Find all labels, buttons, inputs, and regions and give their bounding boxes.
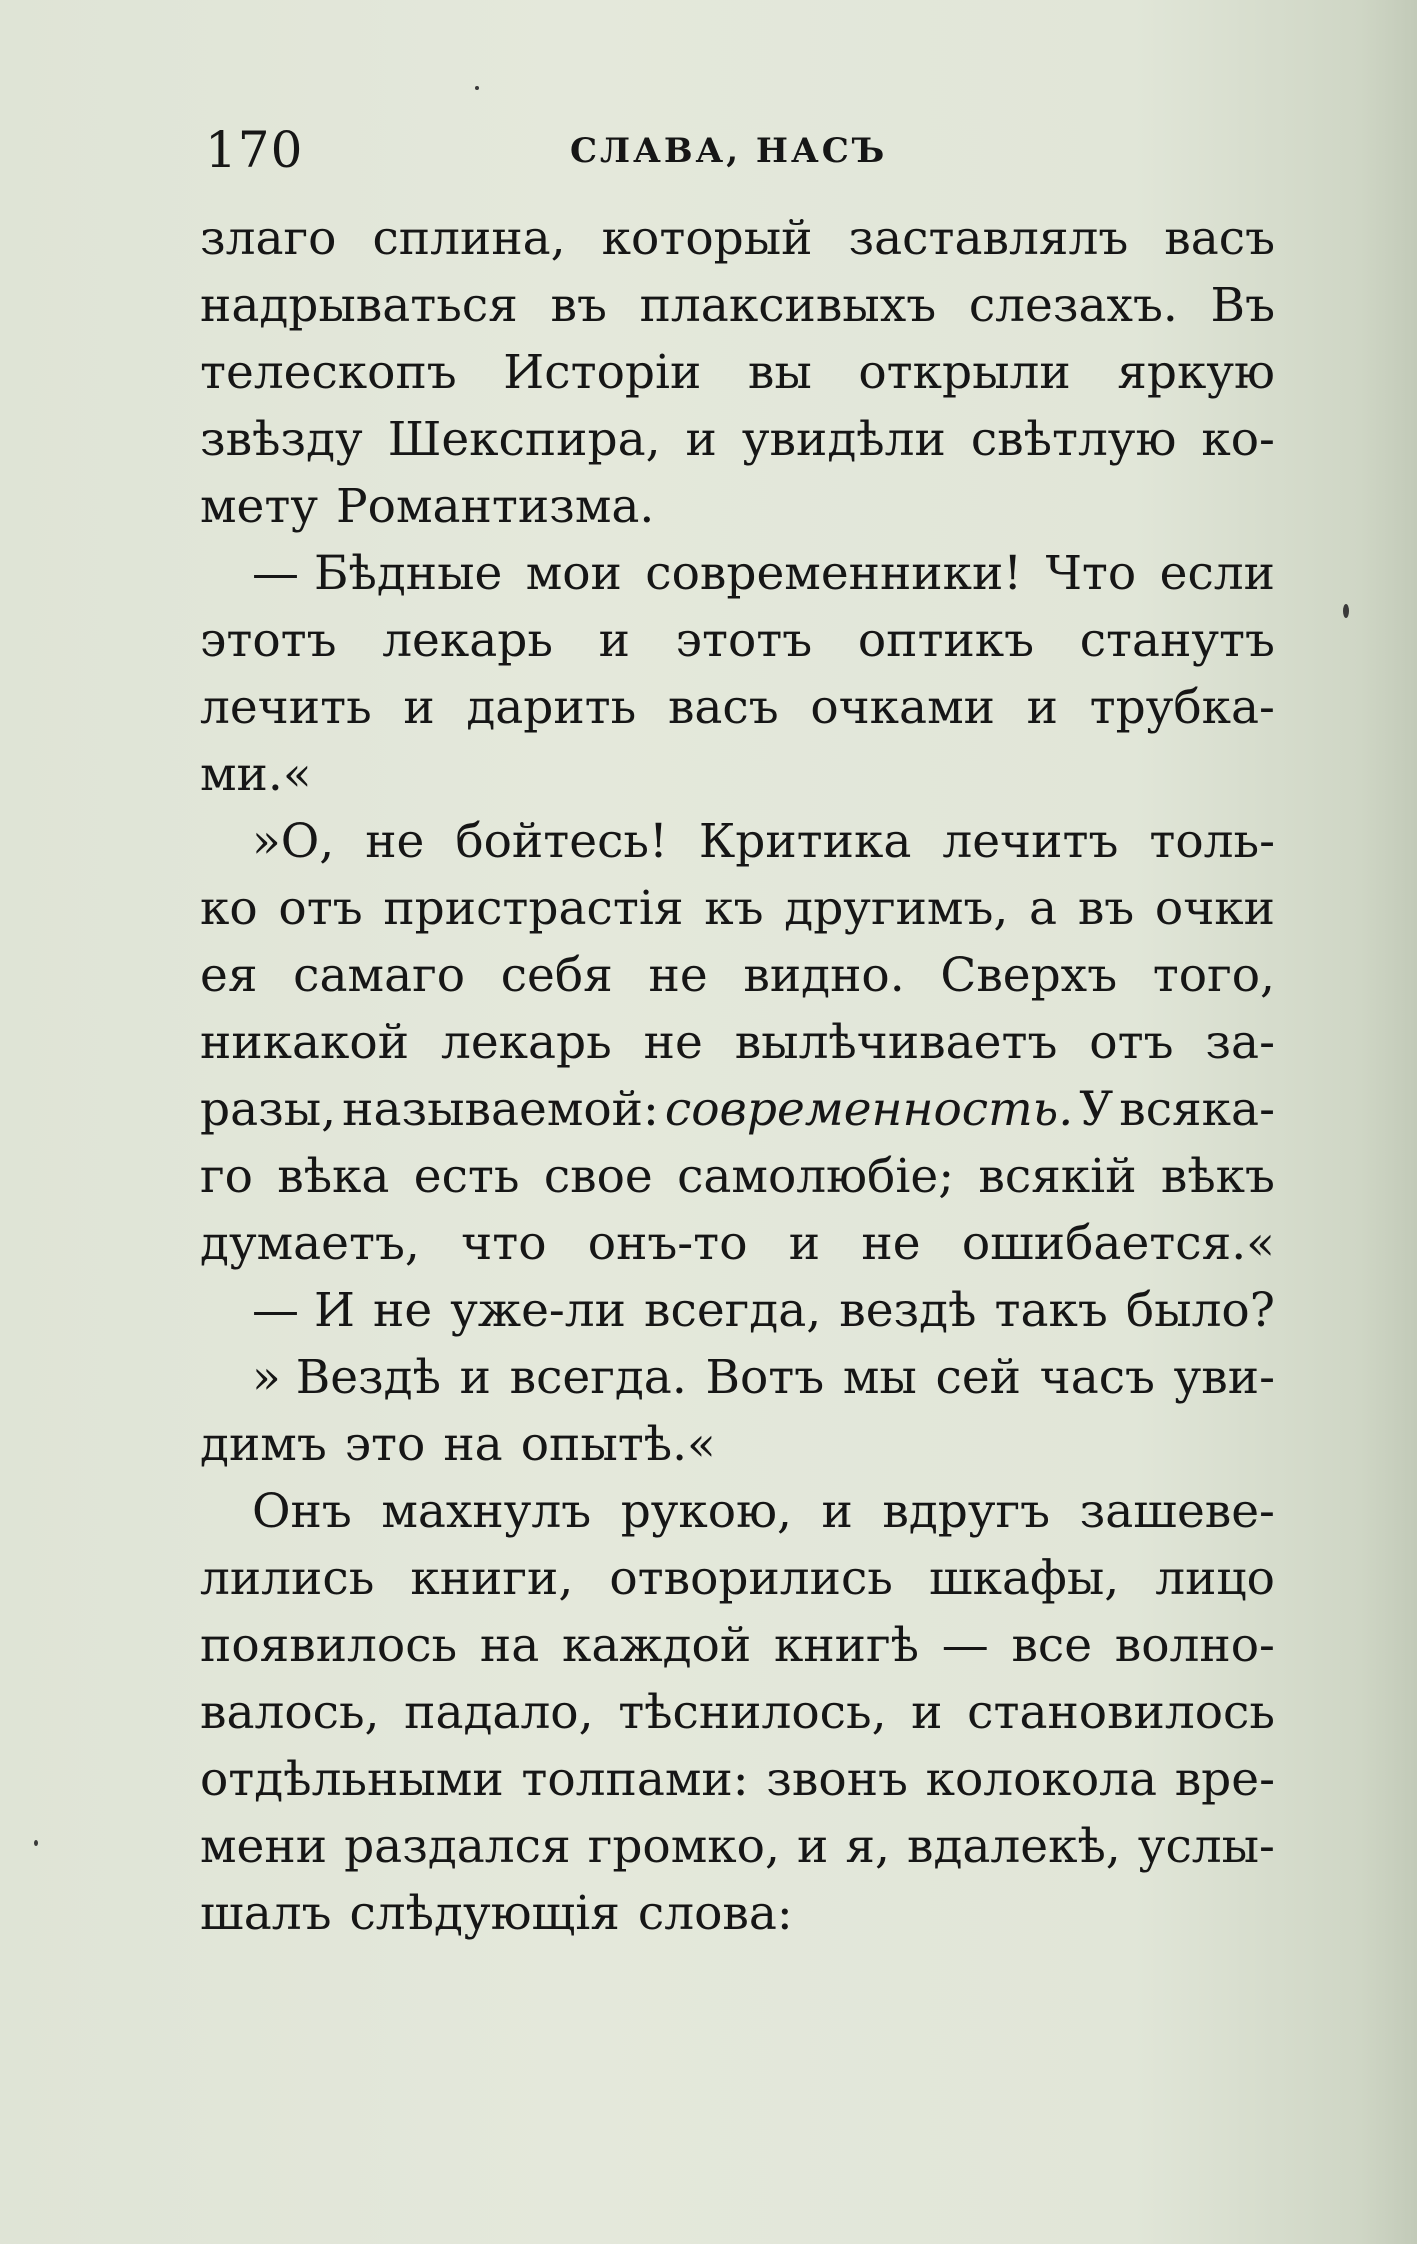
text-line: го вѣка есть свое самолюбіе; всякій вѣкъ <box>200 1149 1275 1204</box>
text-line: валось, падало, тѣснилось, и становилось <box>200 1685 1275 1740</box>
text-line: мени раздался громко, и я, вдалекѣ, услы- <box>200 1819 1275 1874</box>
page-number: 170 <box>205 121 304 179</box>
text-line: злаго сплина, который заставлялъ васъ <box>200 211 1275 266</box>
text-line: лились книги, отворились шкафы, лицо <box>200 1551 1275 1606</box>
text-line: появилось на каждой книгѣ — все волно- <box>200 1618 1275 1673</box>
text-line: ми.« <box>200 747 312 802</box>
ink-speck <box>1343 604 1349 618</box>
text-line: » Вездѣ и всегда. Вотъ мы сей часъ уви- <box>252 1350 1275 1405</box>
text-line: надрываться въ плаксивыхъ слезахъ. Въ <box>200 278 1275 333</box>
text-line: разы, называемой: современность. У всяка- <box>200 1076 1275 1143</box>
text-line: Онъ махнулъ рукою, и вдругъ зашеве- <box>252 1484 1275 1539</box>
text-line: никакой лекарь не вылѣчиваетъ отъ за- <box>200 1015 1275 1070</box>
running-head: СЛАВА, НАСЪ <box>570 131 888 171</box>
text-line: лечить и дарить васъ очками и трубка- <box>200 680 1275 735</box>
text-line: ко отъ пристрастія къ другимъ, а въ очки <box>200 881 1275 936</box>
text-line: — Бѣдные мои современники! Что если <box>252 546 1275 601</box>
text-line: мету Романтизма. <box>200 479 655 534</box>
text-line: »О, не бойтесь! Критика лечитъ толь- <box>252 814 1275 869</box>
italic-term: современность. <box>664 1082 1074 1137</box>
text-line: — И не уже-ли всегда, вездѣ такъ было? <box>252 1283 1275 1338</box>
ink-speck <box>475 86 479 90</box>
text-line: этотъ лекарь и этотъ оптикъ станутъ <box>200 613 1275 668</box>
text-line: звѣзду Шекспира, и увидѣли свѣтлую ко- <box>200 412 1275 467</box>
page-header <box>205 120 1285 180</box>
ink-speck <box>34 1840 38 1846</box>
text-line: ея самаго себя не видно. Сверхъ того, <box>200 948 1275 1003</box>
text-line: отдѣльными толпами: звонъ колокола вре- <box>200 1752 1275 1807</box>
text-line: телескопъ Исторіи вы открыли яркую <box>200 345 1275 400</box>
text-line: думаетъ, что онъ-то и не ошибается.« <box>200 1216 1275 1271</box>
text-line: шалъ слѣдующія слова: <box>200 1886 793 1941</box>
body-text <box>200 205 1275 1947</box>
text-line: димъ это на опытѣ.« <box>200 1417 716 1472</box>
